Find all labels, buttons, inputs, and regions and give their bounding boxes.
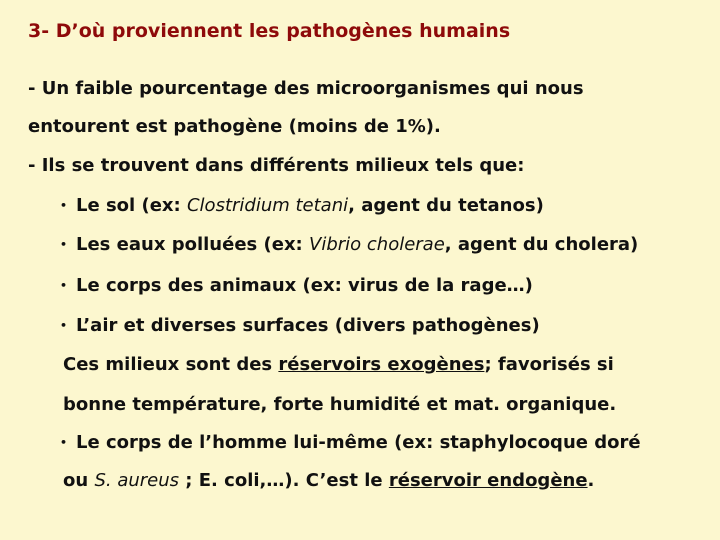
bullet-air [60,315,540,336]
intro-line-3: - Ils se trouvent dans différents milieux tels que: [28,155,525,176]
bullet-text: Le corps de l’homme lui-même (ex: staphylocoque doré [76,432,641,453]
species-name: S. aureus [94,470,180,491]
bullet-marker: • [60,319,68,332]
bullet-marker: • [60,199,68,212]
human-line-2 [63,470,594,491]
bullet-marker: • [60,279,68,292]
paragraph-text: ; favorisés si [484,354,614,375]
term-reservoir-endogene: réservoir endogène [388,470,588,491]
bullet-text: Les eaux polluées (ex: [76,234,310,255]
paragraph-text: ; E. coli,…). C’est le [179,470,389,491]
reservoir-exogene-line-2: bonne température, forte humidité et mat. organique. [63,394,617,415]
bullet-human [60,432,641,453]
bullet-text: Le sol (ex: [76,195,187,216]
term-reservoir-exogene: réservoirs exogènes [278,354,485,375]
bullet-text: , agent du cholera) [444,234,639,255]
paragraph-text: ou [63,470,95,491]
slide-title: 3- D’où proviennent les pathogènes humains [28,20,511,42]
paragraph-text: Ces milieux sont des [63,354,279,375]
bullet-marker: • [60,436,68,449]
intro-line-1: - Un faible pourcentage des microorganismes qui nous [28,78,584,99]
reservoir-exogene-line-1 [63,354,614,375]
bullet-text: Le corps des animaux (ex: virus de la rage…) [76,275,533,296]
bullet-soil [60,195,544,216]
intro-line-2: entourent est pathogène (moins de 1%). [28,116,441,137]
bullet-water [60,234,638,255]
bullet-text: L’air et diverses surfaces (divers pathogènes) [76,315,540,336]
bullet-marker: • [60,238,68,251]
bullet-animals [60,275,533,296]
species-name: Vibrio cholerae [309,234,445,255]
paragraph-text: . [587,470,595,491]
bullet-text: , agent du tetanos) [348,195,544,216]
species-name: Clostridium tetani [186,195,349,216]
